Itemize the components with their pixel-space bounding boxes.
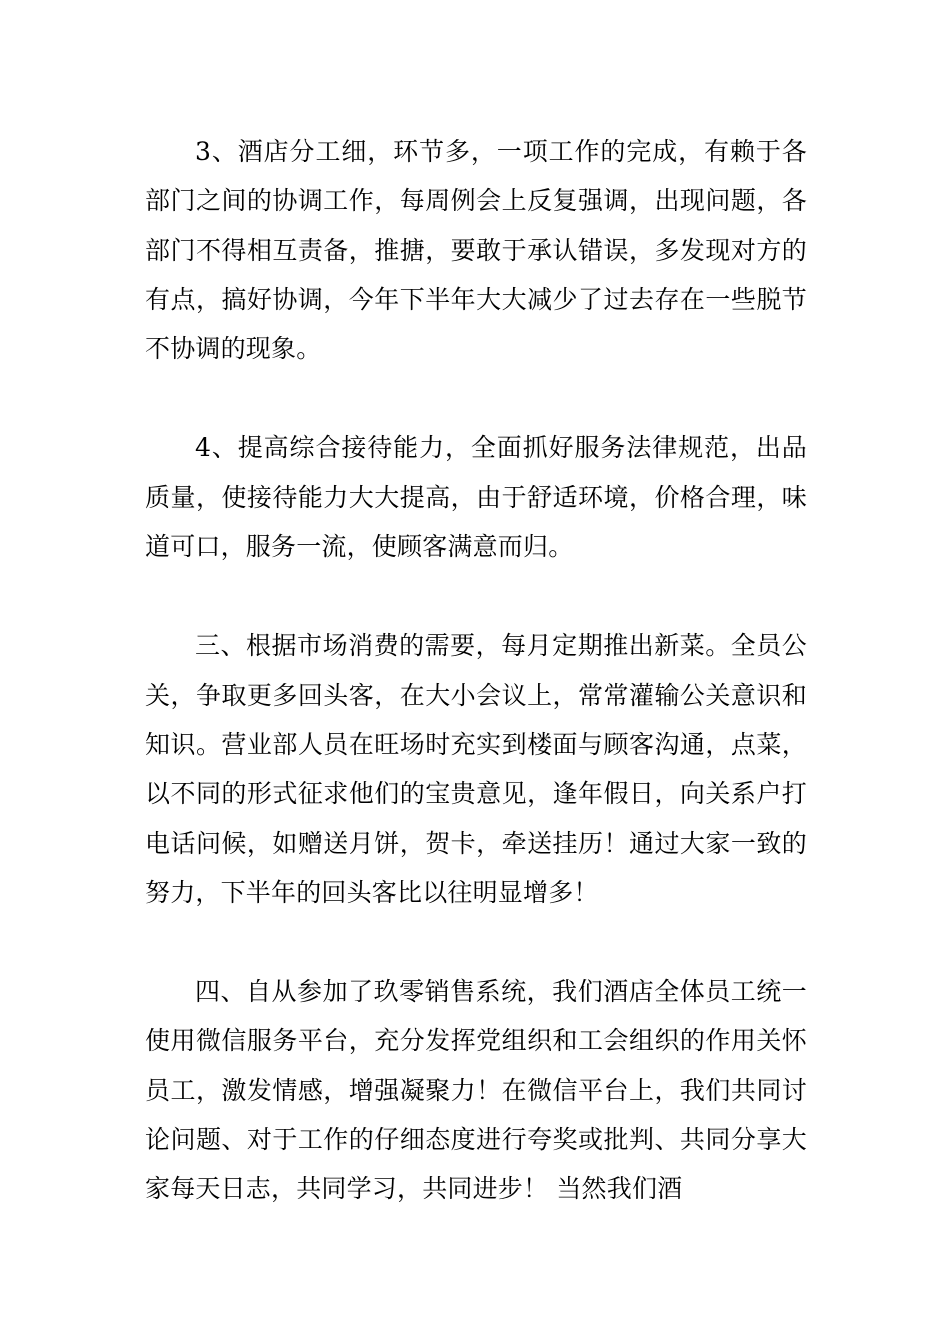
paragraph-new-dishes: 三、根据市场消费的需要，每月定期推出新菜。全员公关，争取更多回头客，在大小会议上，常常灌输公关意识和知识。营业部人员在旺场时充实到楼面与顾客沟通，点菜，以不同的形式征求他们的宝贵意见，逢年假日，向关系户打电话问候，如赠送月饼，贺卡，牵送挂历！通过大家一致的努力，下半年的回头客比以往明显增多！	[145, 631, 807, 907]
paragraph-coordination: 3、酒店分工细，环节多，一项工作的完成，有赖于各部门之间的协调工作，每周例会上反复强调，出现问题，各部门不得相互责备，推搪，要敢于承认错误，多发现对方的有点，搞好协调，今年下半年大大减少了过去存在一些脱节不协调的现象。	[145, 137, 807, 364]
paragraph-wechat-platform: 四、自从参加了玖零销售系统，我们酒店全体员工统一使用微信服务平台，充分发挥党组织和工会组织的作用关怀员工，激发情感，增强凝聚力！在微信平台上，我们共同讨论问题、对于工作的仔细态度进行夸奖或批判、共同分享大家每天日志，共同学习，共同进步！ 当然我们酒	[145, 977, 807, 1204]
paragraph-reception-capacity: 4、提高综合接待能力，全面抓好服务法律规范，出品质量，使接待能力大大提高，由于舒适环境，价格合理，味道可口，服务一流，使顾客满意而归。	[145, 433, 807, 562]
document-page	[145, 127, 807, 1214]
